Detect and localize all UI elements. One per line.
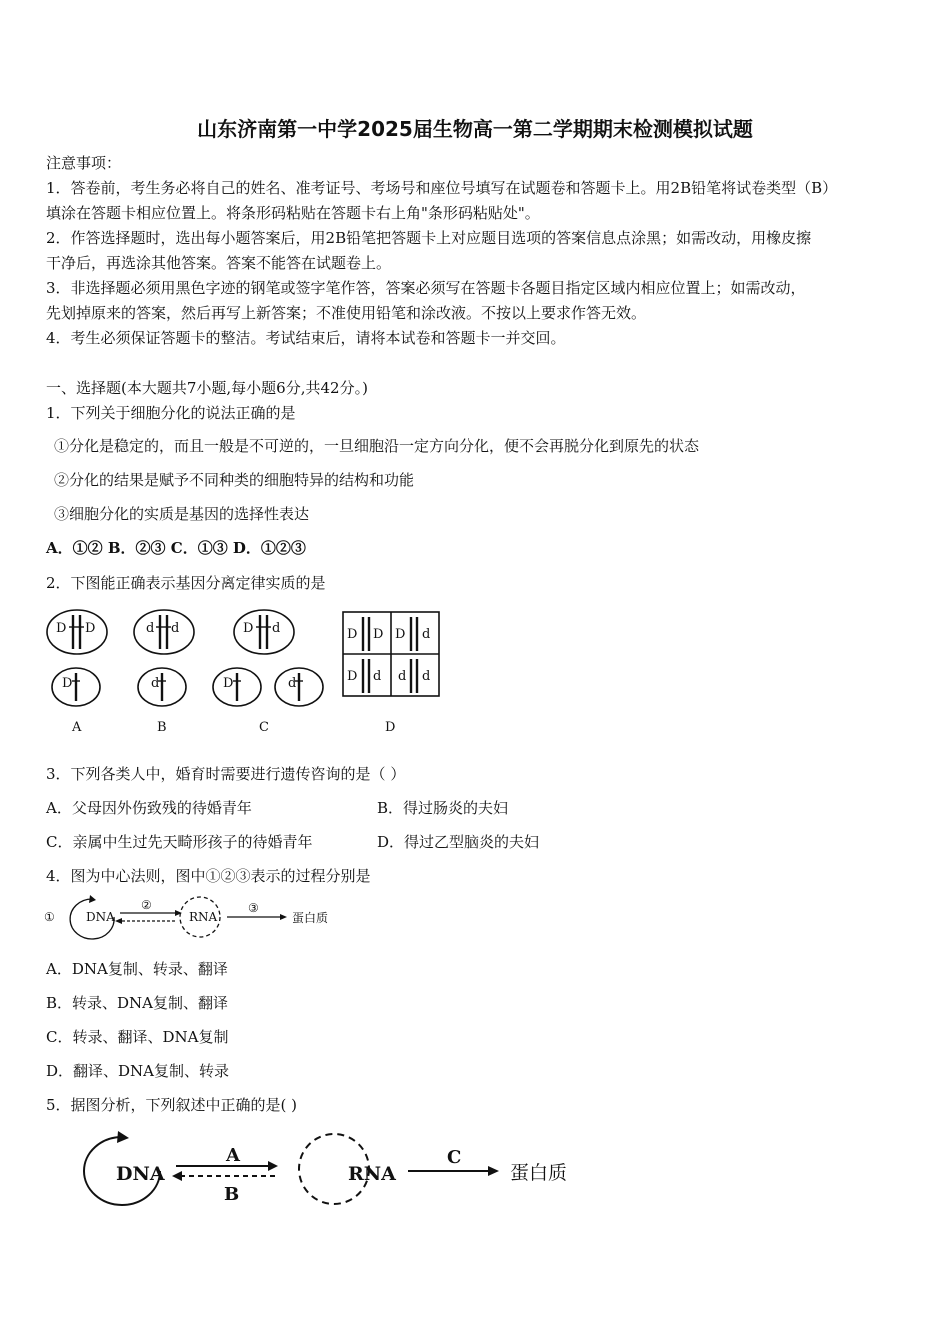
allele-label: d: [373, 669, 382, 684]
allele-label: d: [422, 669, 431, 684]
allele-label: d: [146, 621, 155, 636]
allele-label: D: [85, 621, 96, 636]
allele-label: d: [151, 676, 160, 691]
page-title: 山东济南第一中学2025届生物高一第二学期期末检测模拟试题: [197, 117, 753, 141]
arrow-head: [89, 895, 96, 903]
allele-label: D: [373, 627, 384, 642]
process-b-label: B: [224, 1184, 240, 1205]
q3-option-a: A．父母因外伤致残的待婚青年: [46, 799, 252, 817]
notice-line: 填涂在答题卡相应位置上。将条形码粘贴在答题卡右上角"条形码粘贴处"。: [46, 204, 540, 222]
allele-label: D: [395, 627, 406, 642]
notice-line: 2．作答选择题时，选出每小题答案后，用2B铅笔把答题卡上对应题目选项的答案信息点涂黑；如需改动，用橡皮擦: [46, 229, 812, 247]
q1-stem: 1．下列关于细胞分化的说法正确的是: [46, 404, 296, 422]
allele-label: D: [243, 621, 254, 636]
allele-label: D: [223, 676, 234, 691]
notice-line: 干净后，再选涂其他答案。答案不能答在试题卷上。: [46, 254, 392, 272]
central-dogma-small: [42, 893, 342, 943]
cell-b-parent: [134, 610, 194, 654]
process-2-label: ②: [141, 898, 152, 912]
q4-option-c: C．转录、翻译、DNA复制: [46, 1028, 229, 1046]
figure-label-c: C: [259, 720, 269, 735]
notice-line: 4．考生必须保证答题卡的整洁。考试结束后，请将本试卷和答题卡一并交回。: [46, 329, 566, 347]
allele-label: D: [347, 669, 358, 684]
arrow-head: [268, 1161, 278, 1171]
section-heading: 一、选择题(本大题共7小题,每小题6分,共42分。): [46, 379, 368, 397]
figure-label-a: A: [72, 720, 82, 735]
protein-label: 蛋白质: [510, 1162, 568, 1184]
rna-label: RNA: [348, 1163, 396, 1185]
q3-option-c: C．亲属中生过先天畸形孩子的待婚青年: [46, 833, 313, 851]
allele-label: d: [171, 621, 180, 636]
notice-line: 先划掉原来的答案，然后再写上新答案；不准使用铅笔和涂改液。不按以上要求作答无效。: [46, 304, 647, 322]
q1-options: A．①② B．②③ C．①③ D．①②③: [46, 539, 306, 557]
process-1-label: ①: [44, 910, 55, 924]
notice-line: 1．答卷前，考生务必将自己的姓名、准考证号、考场号和座位号填写在试题卷和答题卡上。用2B铅笔将试卷类型（B）: [46, 179, 838, 197]
arrow-head: [172, 1171, 182, 1181]
arrow-head: [280, 914, 287, 920]
q3-option-b: B．得过肠炎的夫妇: [377, 799, 509, 817]
allele-label: d: [398, 669, 407, 684]
q3-stem: 3．下列各类人中，婚育时需要进行遗传咨询的是（ ）: [46, 765, 406, 783]
figure-label-d: D: [385, 720, 396, 735]
q3-option-d: D．得过乙型脑炎的夫妇: [377, 833, 540, 851]
notice-heading: 注意事项：: [46, 154, 122, 172]
q1-item: ②分化的结果是赋予不同种类的细胞特异的结构和功能: [54, 471, 415, 489]
allele-label: D: [347, 627, 358, 642]
process-c-label: C: [447, 1147, 462, 1168]
q1-item: ①分化是稳定的，而且一般是不可逆的，一旦细胞沿一定方向分化，便不会再脱分化到原先的状态: [54, 437, 700, 455]
arrow-head: [117, 1131, 129, 1143]
process-3-label: ③: [248, 901, 259, 915]
protein-label: 蛋白质: [292, 911, 329, 925]
dna-label: DNA: [86, 910, 115, 924]
allele-label: D: [56, 621, 67, 636]
q5-stem: 5．据图分析，下列叙述中正确的是( ): [46, 1096, 298, 1114]
allele-label: d: [272, 621, 281, 636]
q1-item: ③细胞分化的实质是基因的选择性表达: [54, 505, 310, 523]
allele-label: d: [288, 676, 297, 691]
figure-label-b: B: [157, 720, 167, 735]
allele-label: D: [62, 676, 73, 691]
arrow-head: [115, 918, 122, 924]
q4-option-b: B．转录、DNA复制、翻译: [46, 994, 229, 1012]
q4-option-d: D．翻译、DNA复制、转录: [46, 1062, 230, 1080]
arrow-head: [488, 1166, 499, 1176]
q2-stem: 2．下图能正确表示基因分离定律实质的是: [46, 574, 326, 592]
gene-segregation-figure: [40, 605, 450, 740]
notice-line: 3．非选择题必须用黑色字迹的钢笔或签字笔作答，答案必须写在答题卡各题目指定区域内相应位置上；如需改动，: [46, 279, 806, 297]
rna-label: RNA: [189, 910, 218, 924]
process-a-label: A: [226, 1145, 240, 1166]
allele-label: d: [422, 627, 431, 642]
arrow-head: [175, 910, 182, 916]
dna-label: DNA: [116, 1163, 165, 1185]
q4-stem: 4．图为中心法则，图中①②③表示的过程分别是: [46, 867, 371, 885]
q4-option-a: A．DNA复制、转录、翻译: [46, 960, 228, 978]
central-dogma-large: [44, 1125, 604, 1210]
